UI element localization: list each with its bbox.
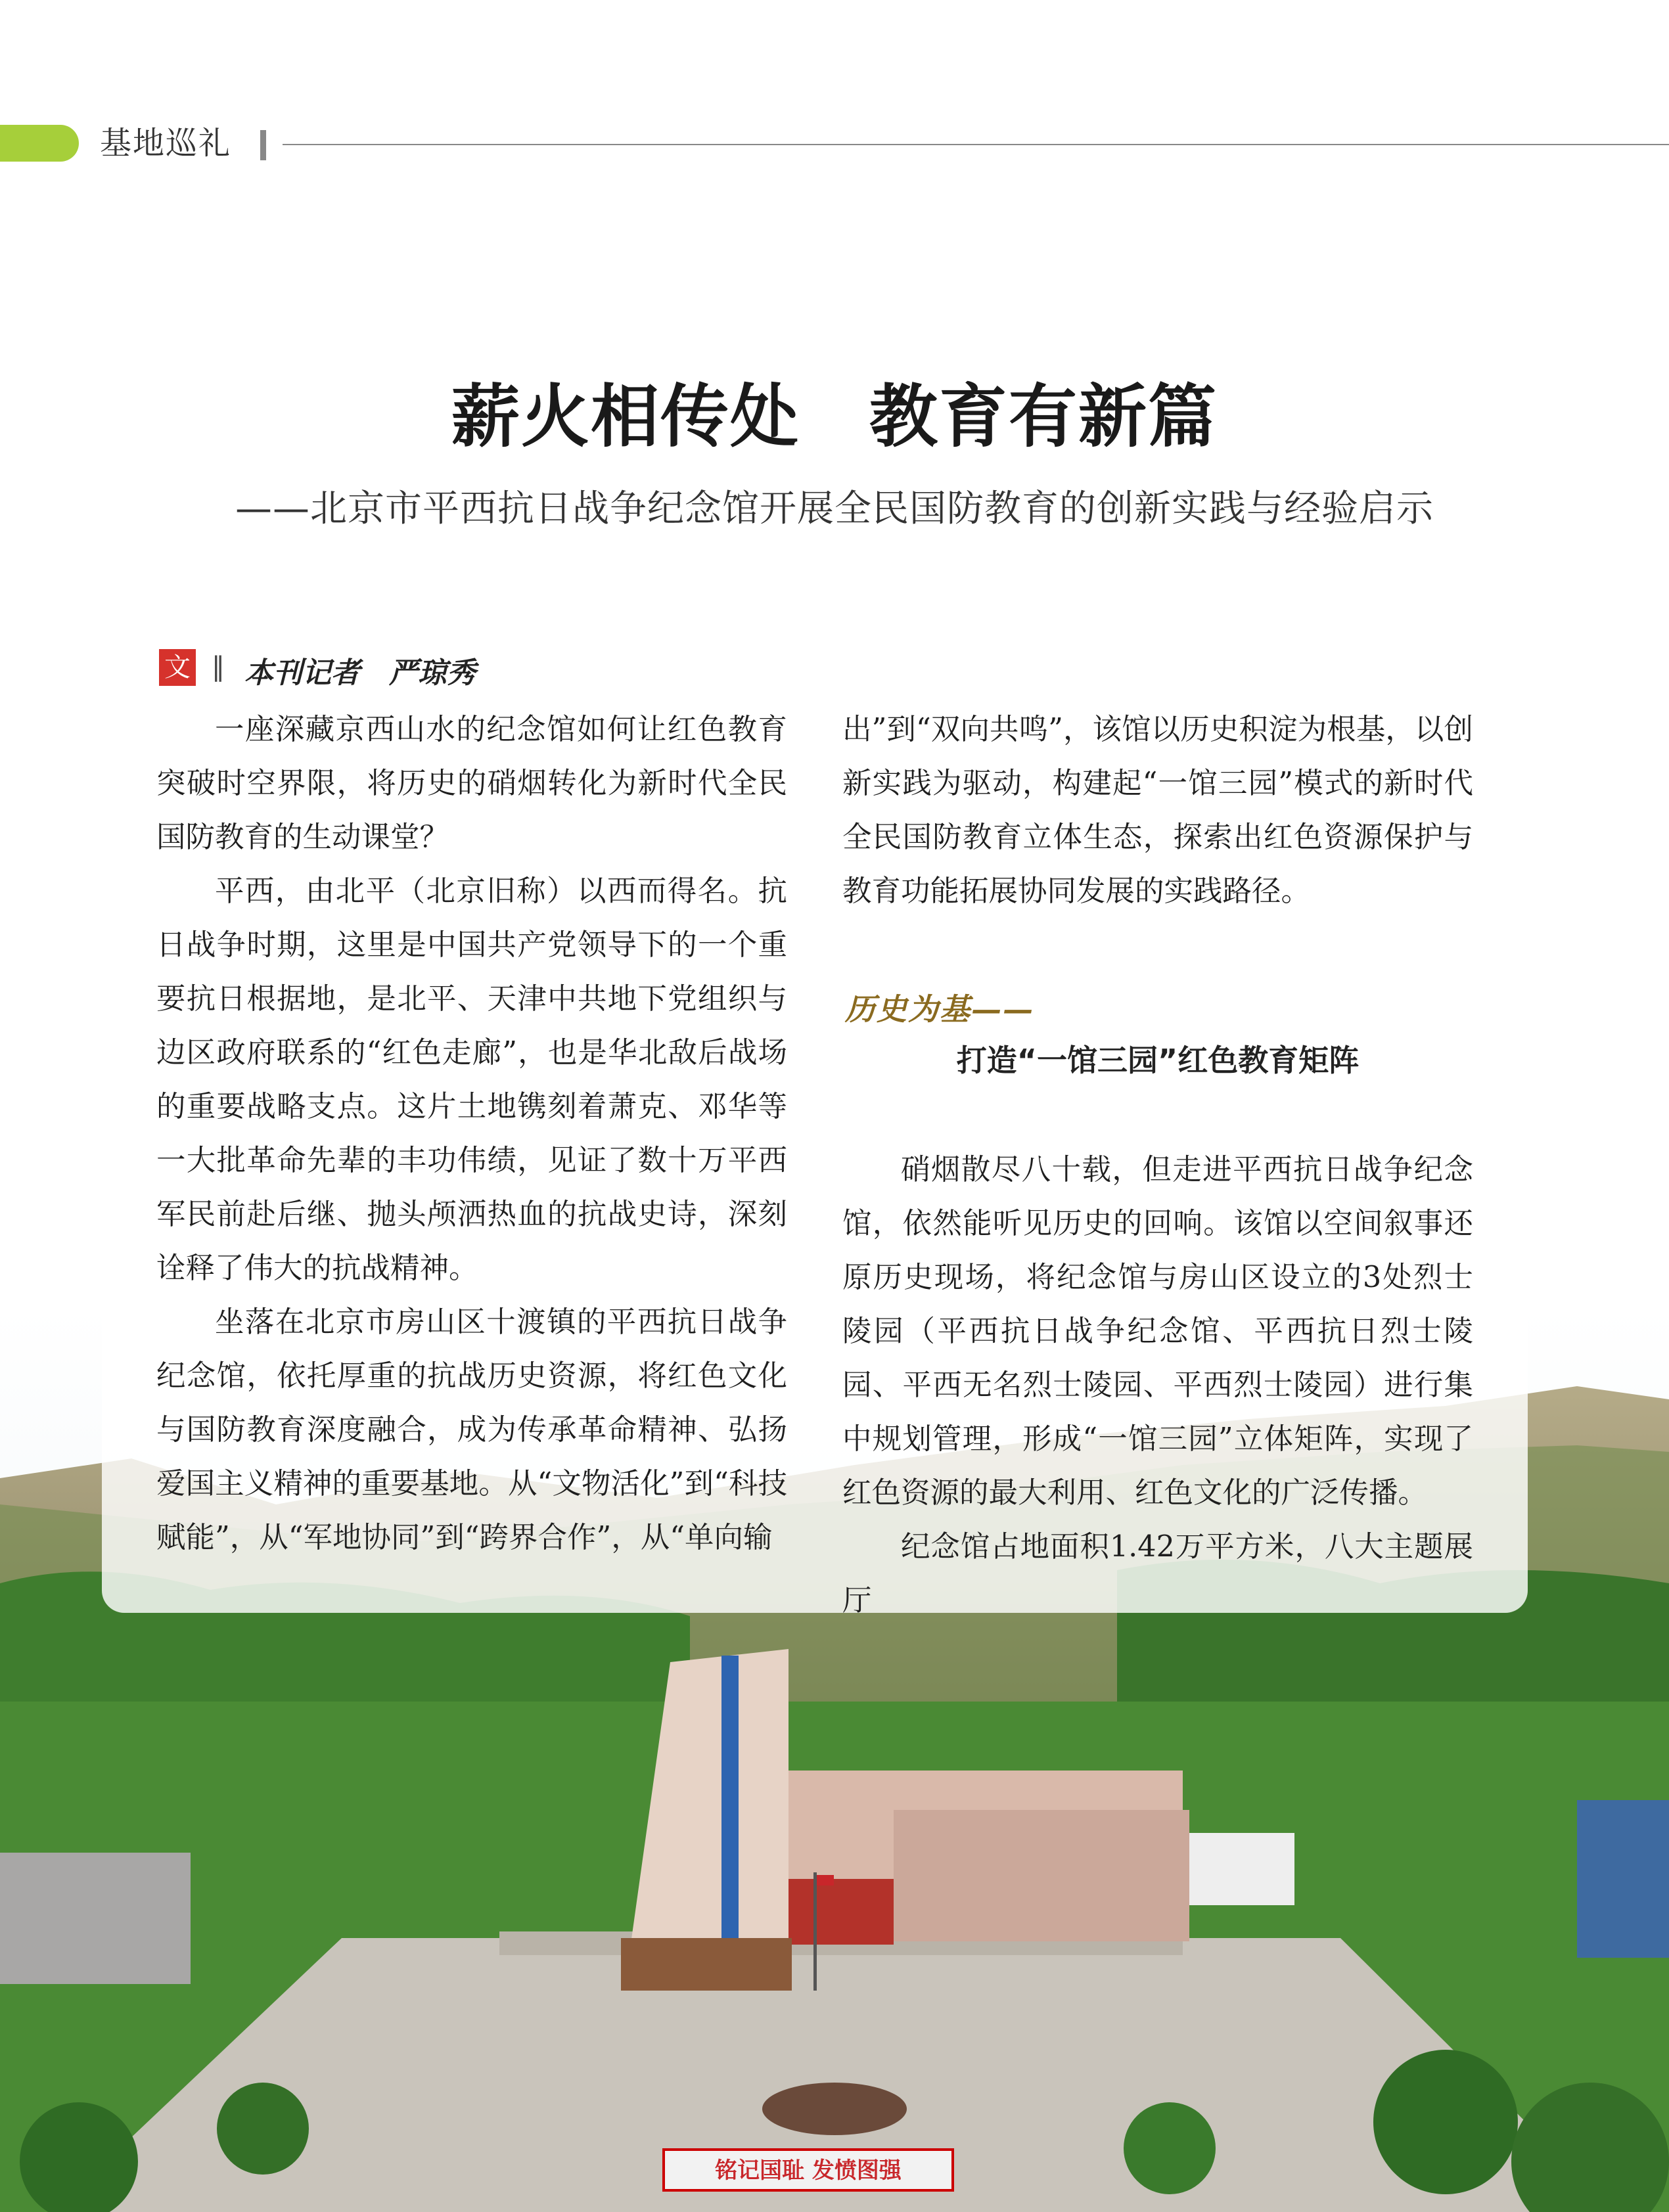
paragraph: 坐落在北京市房山区十渡镇的平西抗日战争纪念馆，依托厚重的抗战历史资源，将红色文化与国防教育深度融合，成为传承革命精神、弘扬爱国主义精神的重要基地。从“文物活化”到“科技赋能”，从“军地协同”到“跨界合作”，从“单向输 [156,1305,787,1554]
paragraph: 硝烟散尽八十载，但走进平西抗日战争纪念馆，依然能听见历史的回响。该馆以空间叙事还原历史现场，将纪念馆与房山区设立的3处烈士陵园（平西抗日战争纪念馆、平西抗日烈士陵园、平西无名烈士陵园、平西烈士陵园）进行集中规划管理，形成“一馆三园”立体矩阵，实现了红色资源的最大利用、红色文化的广泛传播。 [842,1153,1473,1510]
section-kicker: 历史为基—— [845,991,1034,1027]
byline: 本刊记者 严琼秀 [244,656,476,690]
section-label: 基地巡礼 [100,125,232,162]
right-column-top [842,703,1473,918]
article-subtitle: ——北京市平西抗日战争纪念馆开展全民国防教育的创新实践与经验启示 [235,487,1434,530]
gate-sign-text: 铭记国耻 发愤图强 [715,2157,902,2184]
paragraph: 平西，由北平（北京旧称）以西而得名。抗日战争时期，这里是中国共产党领导下的一个重要抗日根据地，是北平、天津中共地下党组织与边区政府联系的“红色走廊”，也是华北敌后战场的重要战略支点。这片土地镌刻着萧克、邓华等一大批革命先辈的丰功伟绩，见证了数十万平西军民前赴后继、抛头颅洒热血的抗战史诗，深刻诠释了伟大的抗战精神。 [156,874,787,1285]
paragraph-continued: 出”到“双向共鸣”，该馆以历史积淀为根基，以创新实践为驱动，构建起“一馆三园”模式的新时代全民国防教育立体生态，探索出红色资源保护与教育功能拓展协同发展的实践路径。 [842,713,1473,908]
paragraph: 纪念馆占地面积1.42万平方米，八大主题展厅 [842,1530,1473,1617]
paragraph: 一座深藏京西山水的纪念馆如何让红色教育突破时空界限，将历史的硝烟转化为新时代全民国防教育的生动课堂？ [156,713,787,854]
article-title: 薪火相传处 教育有新篇 [451,376,1218,457]
byline-mark: 文 [159,649,196,686]
section-accent-pill [0,125,79,162]
right-column-body [842,1143,1473,1628]
header-rule [283,144,1669,145]
section-heading: 打造“一馆三园”红色教育矩阵 [956,1043,1360,1078]
left-column [156,703,787,1565]
byline-separator: ‖ [212,652,225,682]
section-divider-bar [260,130,266,160]
